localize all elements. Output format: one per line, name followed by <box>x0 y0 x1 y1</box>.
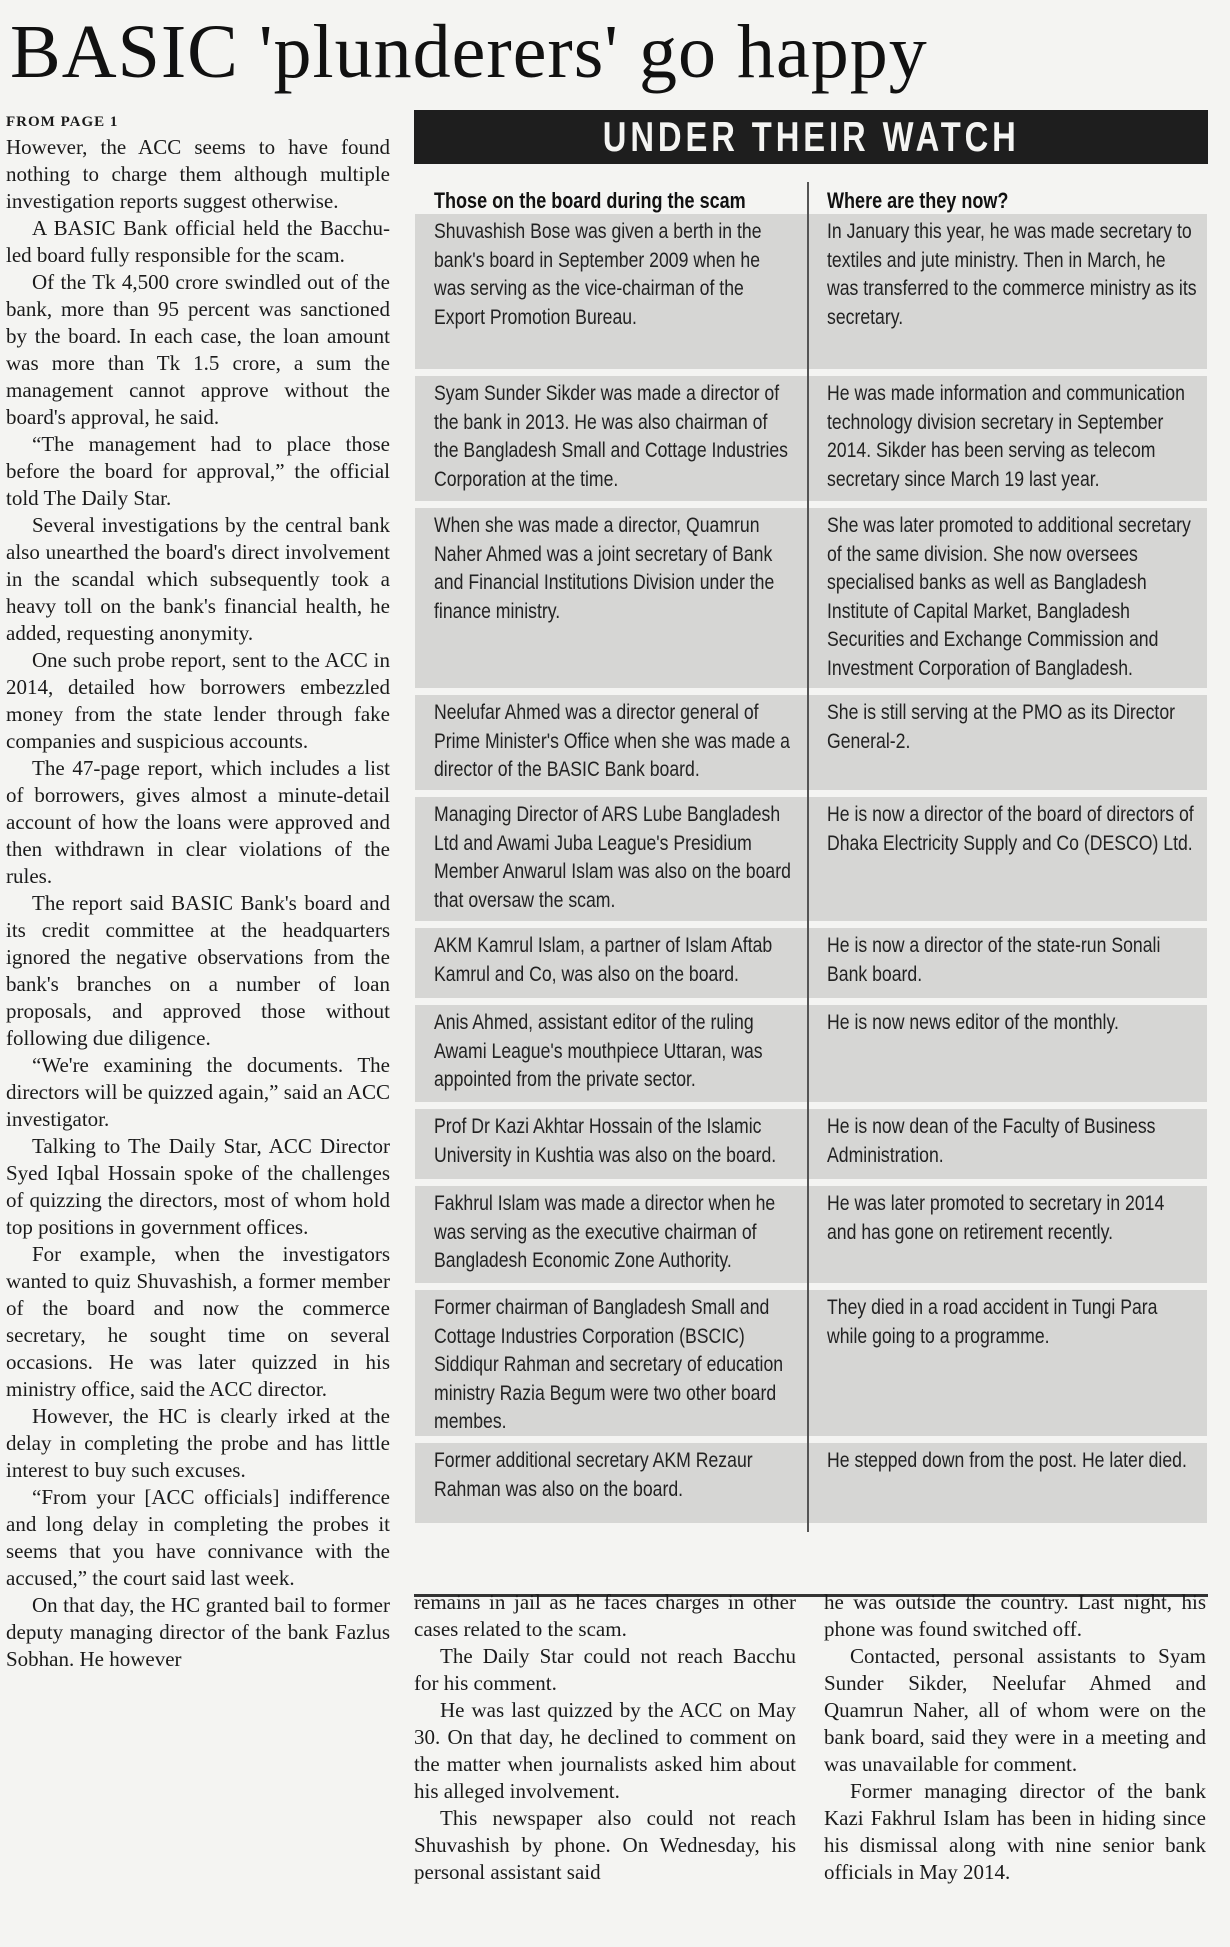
now-cell: He stepped down from the post. He later died. <box>827 1449 1187 1472</box>
column-divider <box>807 182 809 1532</box>
headline: BASIC 'plunderers' go happy <box>10 10 928 94</box>
col-header-now: Where are they now? <box>827 188 1009 213</box>
board-cell: AKM Kamrul Islam, a partner of Islam Aftab Kamrul and Co, was also on the board. <box>434 934 773 986</box>
board-cell: When she was made a director, Quamrun Naher Ahmed was a joint secretary of Bank and Financial Institutions Division under the finance ministry. <box>434 514 775 623</box>
article-paragraph: he was outside the country. Last night, his phone was found switched off. <box>824 1590 1206 1641</box>
board-cell: Former additional secretary AKM Rezaur Rahman was also on the board. <box>434 1449 753 1501</box>
left-column <box>6 110 390 1673</box>
now-cell: He is now a director of the board of directors of Dhaka Electricity Supply and Co (DESCO) Ltd. <box>827 803 1194 855</box>
now-cell: He is now dean of the Faculty of Business Administration. <box>827 1115 1156 1167</box>
article-paragraph: Former managing director of the bank Kazi Fakhrul Islam has been in hiding since his dismissal along with nine senior bank officials in May 2014. <box>824 1779 1206 1884</box>
now-cell: He is now a director of the state-run Sonali Bank board. <box>827 934 1161 986</box>
under-their-watch-sidebar <box>414 110 1208 1530</box>
article-paragraph: Talking to The Daily Star, ACC Director Syed Iqbal Hossain spoke of the challenges of quizzing the directors, most of whom hold top positions in government offices. <box>6 1134 390 1239</box>
article-paragraph: This newspaper also could not reach Shuvashish by phone. On Wednesday, his personal assistant said <box>414 1806 796 1884</box>
board-cell: Managing Director of ARS Lube Bangladesh Ltd and Awami Juba League's Presidium Member Anwarul Islam was also on the board that oversaw the scam. <box>434 803 791 912</box>
board-cell: Fakhrul Islam was made a director when he was serving as the executive chairman of Bangladesh Economic Zone Authority. <box>434 1192 776 1272</box>
article-paragraph: One such probe report, sent to the ACC in 2014, detailed how borrowers embezzled money from the state lender through fake companies and suspicious accounts. <box>6 648 390 753</box>
article-paragraph: However, the ACC seems to have found nothing to charge them although multiple investigation reports suggest otherwise. <box>6 135 390 213</box>
article-paragraph: “The management had to place those before the board for approval,” the official told The Daily Star. <box>6 432 390 510</box>
board-cell: Shuvashish Bose was given a berth in the bank's board in September 2009 when he was serving as the vice-chairman of the Export Promotion Bureau. <box>434 220 762 329</box>
now-cell: He is now news editor of the monthly. <box>827 1011 1119 1034</box>
article-paragraph: The 47-page report, which includes a list of borrowers, gives almost a minute-detail account of how the loans were approved and then withdrawn in clear violations of the rules. <box>6 756 390 888</box>
board-cell: Syam Sunder Sikder was made a director of the bank in 2013. He was also chairman of the Bangladesh Small and Cottage Industries Corporation at the time. <box>434 382 789 491</box>
article-paragraph: Contacted, personal assistants to Syam Sunder Sikder, Neelufar Ahmed and Quamrun Naher, all of whom were on the bank board, said they were in a meeting and was unavailable for comment. <box>824 1644 1206 1776</box>
article-paragraph: “We're examining the documents. The directors will be quizzed again,” said an ACC investigator. <box>6 1053 390 1131</box>
now-cell: They died in a road accident in Tungi Para while going to a programme. <box>827 1296 1158 1348</box>
middle-column <box>414 1589 796 1886</box>
article-paragraph: remains in jail as he faces charges in other cases related to the scam. <box>414 1590 796 1641</box>
article-paragraph: However, the HC is clearly irked at the delay in completing the probe and has little interest to buy such excuses. <box>6 1404 390 1482</box>
now-cell: She is still serving at the PMO as its Director General-2. <box>827 701 1176 753</box>
board-cell: Anis Ahmed, assistant editor of the ruling Awami League's mouthpiece Uttaran, was appointed from the private sector. <box>434 1011 763 1091</box>
board-cell: Former chairman of Bangladesh Small and Cottage Industries Corporation (BSCIC) Siddiqur Rahman and secretary of education ministry Razia Begum were two other board membes. <box>434 1296 784 1433</box>
article-paragraph: “From your [ACC officials] indifference and long delay in completing the probes it seems that you have connivance with the accused,” the court said last week. <box>6 1485 390 1590</box>
board-table <box>414 164 1208 1600</box>
article-paragraph: The Daily Star could not reach Bacchu for his comment. <box>414 1644 796 1695</box>
sidebar-title: UNDER THEIR WATCH <box>414 110 1208 164</box>
article-paragraph: Of the Tk 4,500 crore swindled out of the bank, more than 95 percent was sanctioned by the board. In each case, the loan amount was more than Tk 1.5 crore, a sum the management cannot approve without the board's approval, he said. <box>6 270 390 429</box>
now-cell: She was later promoted to additional secretary of the same division. She now oversees specialised banks as well as Bangladesh Institute of Capital Market, Bangladesh Securities and Exchange Commission and Investment Corporation of Bangladesh. <box>827 514 1191 680</box>
article-paragraph: He was last quizzed by the ACC on May 30. On that day, he declined to comment on the matter when journalists asked him about his alleged involvement. <box>414 1698 796 1803</box>
now-cell: In January this year, he was made secretary to textiles and jute ministry. Then in March, he was transferred to the commerce ministry as its secretary. <box>827 220 1197 329</box>
now-cell: He was later promoted to secretary in 2014 and has gone on retirement recently. <box>827 1192 1165 1244</box>
board-cell: Neelufar Ahmed was a director general of Prime Minister's Office when she was made a director of the BASIC Bank board. <box>434 701 790 781</box>
article-paragraph: For example, when the investigators wanted to quiz Shuvashish, a former member of the board and now the commerce secretary, he sought time on several occasions. He was later quizzed in his ministry office, said the ACC director. <box>6 1242 390 1401</box>
now-cell: He was made information and communication technology division secretary in September 2014. Sikder has been serving as telecom secretary since March 19 last year. <box>827 382 1185 491</box>
from-page-label: FROM PAGE 1 <box>6 114 119 130</box>
article-paragraph: The report said BASIC Bank's board and its credit committee at the headquarters ignored the negative observations from the bank's branches on a number of loan proposals, and approved those without following due diligence. <box>6 891 390 1050</box>
right-column <box>824 1589 1206 1886</box>
article-paragraph: Several investigations by the central bank also unearthed the board's direct involvement in the scandal which subsequently took a heavy toll on the bank's financial health, he added, requesting anonymity. <box>6 513 390 645</box>
article-paragraph: On that day, the HC granted bail to former deputy managing director of the bank Fazlus Sobhan. He however <box>6 1593 390 1671</box>
board-cell: Prof Dr Kazi Akhtar Hossain of the Islamic University in Kushtia was also on the board. <box>434 1115 777 1167</box>
col-header-board: Those on the board during the scam <box>434 188 746 213</box>
article-paragraph: A BASIC Bank official held the Bacchu-led board fully responsible for the scam. <box>6 216 390 267</box>
